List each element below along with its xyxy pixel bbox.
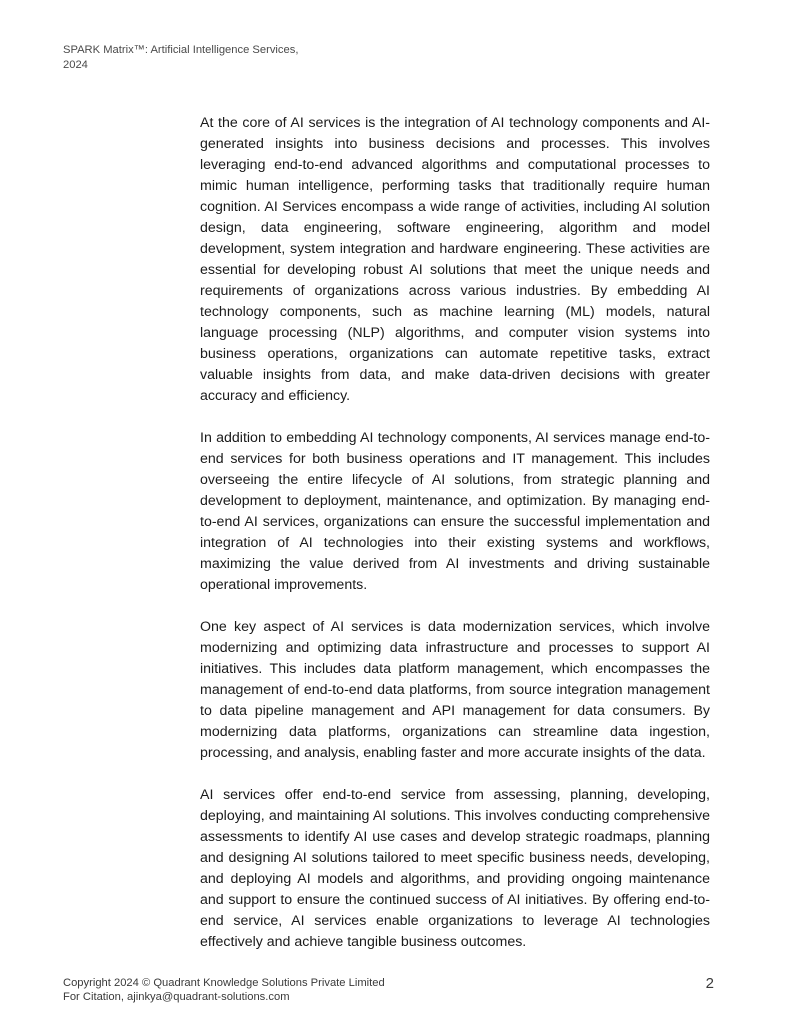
page-header <box>63 43 323 73</box>
paragraph-1: At the core of AI services is the integration of AI technology components and AI-generated insights into business decisions and processes. This involves leveraging end-to-end advanced algorithms and computational processes to mimic human intelligence, performing tasks that traditionally require human cognition. AI Services encompass a wide range of activities, including AI solution design, data engineering, software engineering, algorithm and model development, system integration and hardware engineering. These activities are essential for developing robust AI solutions that meet the unique needs and requirements of organizations across various industries. By embedding AI technology components, such as machine learning (ML) models, natural language processing (NLP) algorithms, and computer vision systems into business operations, organizations can automate repetitive tasks, extract valuable insights from data, and make data-driven decisions with greater accuracy and efficiency. <box>200 115 710 404</box>
body-text <box>200 113 710 974</box>
page-footer <box>63 977 385 1004</box>
page-number: 2 <box>705 975 714 992</box>
document-title: SPARK Matrix™: Artificial Intelligence Services, 2024 <box>63 44 299 71</box>
citation-text: For Citation, ajinkya@quadrant-solutions.com <box>63 990 290 1003</box>
paragraph-3: One key aspect of AI services is data modernization services, which involve modernizing and optimizing data infrastructure and processes to support AI initiatives. This includes data platform management, which encompasses the management of end-to-end data platforms, from source integration management to data pipeline management and API management for data consumers. By modernizing data platforms, organizations can streamline data ingestion, processing, and analysis, enabling faster and more accurate insights of the data. <box>200 619 710 761</box>
paragraph-2: In addition to embedding AI technology components, AI services manage end-to-end services for both business operations and IT management. This includes overseeing the entire lifecycle of AI solutions, from strategic planning and development to deployment, maintenance, and optimization. By managing end-to-end AI services, organizations can ensure the successful implementation and integration of AI technologies into their existing systems and workflows, maximizing the value derived from AI investments and driving sustainable operational improvements. <box>200 430 710 593</box>
copyright-text: Copyright 2024 © Quadrant Knowledge Solutions Private Limited <box>63 977 385 989</box>
paragraph-4: AI services offer end-to-end service from assessing, planning, developing, deploying, and maintaining AI solutions. This involves conducting comprehensive assessments to identify AI use cases and develop strategic roadmaps, planning and designing AI solutions tailored to meet specific business needs, developing, and deploying AI models and algorithms, and providing ongoing maintenance and support to ensure the continued success of AI initiatives. By offering end-to-end service, AI services enable organizations to leverage AI technologies effectively and achieve tangible business outcomes. <box>200 787 710 950</box>
